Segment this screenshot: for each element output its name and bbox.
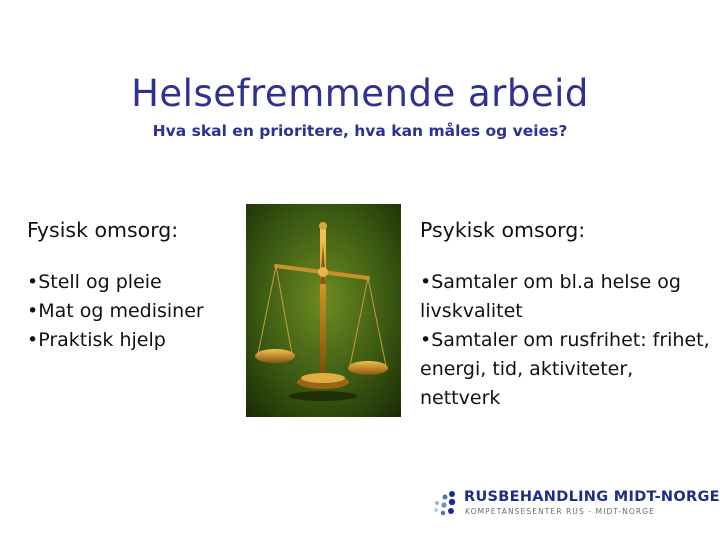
rusbehandling-logo xyxy=(432,488,720,518)
logo-dots-icon xyxy=(432,488,458,518)
psychological-care-list xyxy=(420,268,710,413)
physical-care-heading: Fysisk omsorg: xyxy=(27,218,179,242)
logo-name: RUSBEHANDLING MIDT-NORGE xyxy=(464,489,720,505)
list-item: •Praktisk hjelp xyxy=(27,329,166,351)
list-item: •Mat og medisiner xyxy=(27,300,204,322)
psychological-care-heading: Psykisk omsorg: xyxy=(420,218,586,242)
logo-tagline: KOMPETANSESENTER RUS - MIDT-NORGE xyxy=(465,507,655,516)
physical-care-list xyxy=(27,268,242,355)
list-item: •Samtaler om rusfrihet: frihet, energi, tid, aktiviteter, nettverk xyxy=(420,329,710,409)
balance-scale-image xyxy=(246,204,401,417)
slide-title: Helsefremmende arbeid xyxy=(131,72,589,115)
slide-subtitle: Hva skal en prioritere, hva kan måles og veies? xyxy=(152,122,568,140)
list-item: •Samtaler om bl.a helse og livskvalitet xyxy=(420,271,681,322)
physical-care-column xyxy=(27,218,242,355)
psychological-care-column xyxy=(420,218,710,413)
list-item: •Stell og pleie xyxy=(27,271,162,293)
